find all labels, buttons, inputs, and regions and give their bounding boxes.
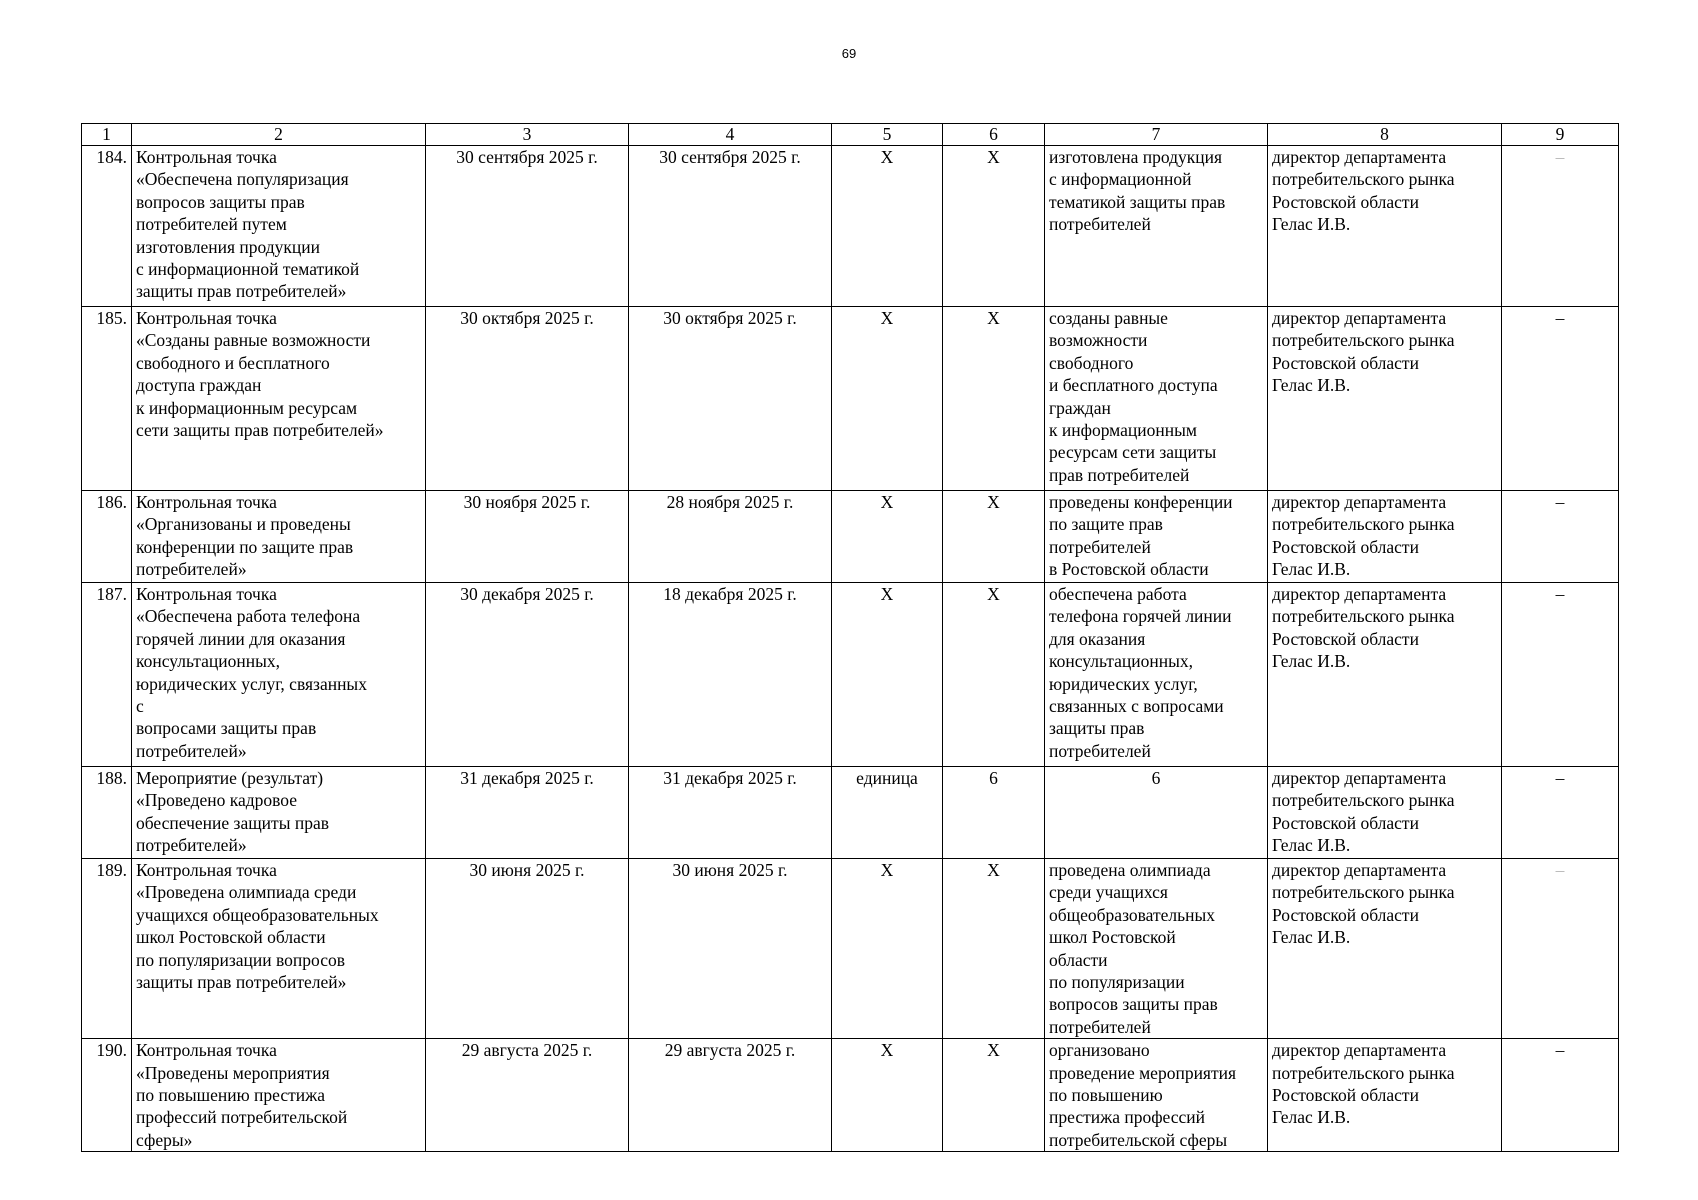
column-header: 6	[943, 124, 1045, 146]
implementation-plan-table	[81, 123, 1619, 1152]
note: –	[1502, 146, 1619, 307]
result-description: обеспечена работа телефона горячей линии для оказания консультационных, юридических услуг, связанных с вопросами защиты прав потребителей	[1045, 583, 1268, 767]
actual-date: 30 сентября 2025 г.	[629, 146, 832, 307]
unit-of-measure: единица	[832, 767, 943, 859]
event-name: Контрольная точка «Проведены мероприятия по повышению престижа профессий потребительской сферы»	[132, 1039, 426, 1152]
column-header: 2	[132, 124, 426, 146]
result-description: изготовлена продукция с информационной тематикой защиты прав потребителей	[1045, 146, 1268, 307]
responsible-person: директор департамента потребительского рынка Ростовской области Гелас И.В.	[1268, 859, 1502, 1039]
planned-date: 30 сентября 2025 г.	[426, 146, 629, 307]
planned-date: 30 июня 2025 г.	[426, 859, 629, 1039]
actual-date: 30 октября 2025 г.	[629, 307, 832, 491]
column-header: 1	[82, 124, 132, 146]
table-row	[82, 307, 1619, 491]
column-header: 4	[629, 124, 832, 146]
responsible-person: директор департамента потребительского рынка Ростовской области Гелас И.В.	[1268, 1039, 1502, 1152]
table-row	[82, 146, 1619, 307]
actual-date: 30 июня 2025 г.	[629, 859, 832, 1039]
row-number: 190.	[82, 1039, 132, 1152]
result-description: организовано проведение мероприятия по повышению престижа профессий потребительской сферы	[1045, 1039, 1268, 1152]
actual-date: 28 ноября 2025 г.	[629, 491, 832, 583]
planned-value: Х	[943, 859, 1045, 1039]
note: –	[1502, 767, 1619, 859]
unit-of-measure: Х	[832, 307, 943, 491]
planned-value: Х	[943, 307, 1045, 491]
row-number: 185.	[82, 307, 132, 491]
row-number: 187.	[82, 583, 132, 767]
planned-date: 30 октября 2025 г.	[426, 307, 629, 491]
planned-value: Х	[943, 491, 1045, 583]
note: –	[1502, 583, 1619, 767]
table-row	[82, 859, 1619, 1039]
column-header: 7	[1045, 124, 1268, 146]
column-number-row	[82, 124, 1619, 146]
note: –	[1502, 307, 1619, 491]
table-row	[82, 491, 1619, 583]
table-row	[82, 767, 1619, 859]
column-header: 8	[1268, 124, 1502, 146]
row-number: 186.	[82, 491, 132, 583]
row-number: 188.	[82, 767, 132, 859]
planned-value: Х	[943, 1039, 1045, 1152]
unit-of-measure: Х	[832, 491, 943, 583]
table-row	[82, 583, 1619, 767]
event-name: Контрольная точка «Проведена олимпиада среди учащихся общеобразовательных школ Ростовской области по популяризации вопросов защиты прав потребителей»	[132, 859, 426, 1039]
responsible-person: директор департамента потребительского рынка Ростовской области Гелас И.В.	[1268, 583, 1502, 767]
actual-date: 31 декабря 2025 г.	[629, 767, 832, 859]
unit-of-measure: Х	[832, 583, 943, 767]
page-number: 69	[841, 46, 857, 61]
note: –	[1502, 491, 1619, 583]
event-name: Контрольная точка «Организованы и проведены конференции по защите прав потребителей»	[132, 491, 426, 583]
planned-date: 30 ноября 2025 г.	[426, 491, 629, 583]
planned-date: 31 декабря 2025 г.	[426, 767, 629, 859]
row-number: 184.	[82, 146, 132, 307]
responsible-person: директор департамента потребительского рынка Ростовской области Гелас И.В.	[1268, 307, 1502, 491]
unit-of-measure: Х	[832, 146, 943, 307]
responsible-person: директор департамента потребительского рынка Ростовской области Гелас И.В.	[1268, 767, 1502, 859]
responsible-person: директор департамента потребительского рынка Ростовской области Гелас И.В.	[1268, 491, 1502, 583]
planned-date: 30 декабря 2025 г.	[426, 583, 629, 767]
event-name: Мероприятие (результат) «Проведено кадровое обеспечение защиты прав потребителей»	[132, 767, 426, 859]
column-header: 9	[1502, 124, 1619, 146]
planned-date: 29 августа 2025 г.	[426, 1039, 629, 1152]
unit-of-measure: Х	[832, 1039, 943, 1152]
note: –	[1502, 1039, 1619, 1152]
note: –	[1502, 859, 1619, 1039]
planned-value: Х	[943, 583, 1045, 767]
result-description: проведена олимпиада среди учащихся общеобразовательных школ Ростовской области по популяризации вопросов защиты прав потребителей	[1045, 859, 1268, 1039]
result-description: 6	[1045, 767, 1268, 859]
result-description: проведены конференции по защите прав потребителей в Ростовской области	[1045, 491, 1268, 583]
planned-value: 6	[943, 767, 1045, 859]
actual-date: 18 декабря 2025 г.	[629, 583, 832, 767]
event-name: Контрольная точка «Созданы равные возможности свободного и бесплатного доступа граждан к информационным ресурсам сети защиты прав потребителей»	[132, 307, 426, 491]
result-description: созданы равные возможности свободного и бесплатного доступа граждан к информационным ресурсам сети защиты прав потребителей	[1045, 307, 1268, 491]
responsible-person: директор департамента потребительского рынка Ростовской области Гелас И.В.	[1268, 146, 1502, 307]
event-name: Контрольная точка «Обеспечена работа телефона горячей линии для оказания консультационных, юридических услуг, связанных с вопросами защиты прав потребителей»	[132, 583, 426, 767]
column-header: 3	[426, 124, 629, 146]
table-row	[82, 1039, 1619, 1152]
row-number: 189.	[82, 859, 132, 1039]
actual-date: 29 августа 2025 г.	[629, 1039, 832, 1152]
unit-of-measure: Х	[832, 859, 943, 1039]
event-name: Контрольная точка «Обеспечена популяризация вопросов защиты прав потребителей путем изготовления продукции с информационной тематикой защиты прав потребителей»	[132, 146, 426, 307]
planned-value: Х	[943, 146, 1045, 307]
column-header: 5	[832, 124, 943, 146]
